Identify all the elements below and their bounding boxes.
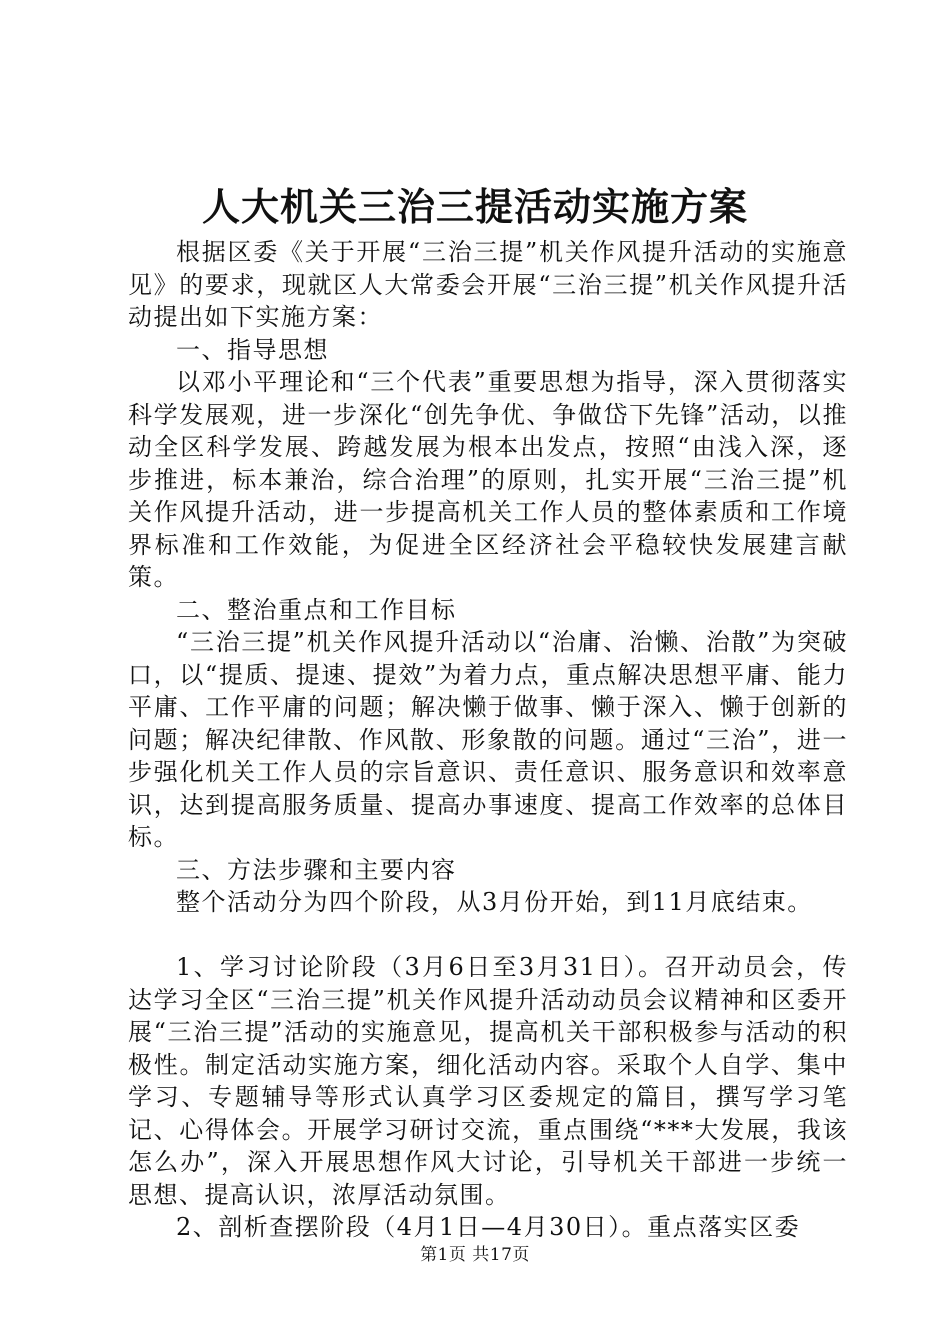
guiding-ideology-paragraph: 以邓小平理论和“三个代表”重要思想为指导，深入贯彻落实科学发展观，进一步深化“创先争优、争做岱下先锋”活动，以推动全区科学发展、跨越发展为根本出发点，按照“由浅入深，逐步推进，标本兼治，综合治理”的原则，扎实开展“三治三提”机关作风提升活动，进一步提高机关工作人员的整体素质和工作境界标准和工作效能，为促进全区经济社会平稳较快发展建言献策。	[128, 368, 848, 591]
section-heading-methods: 三、方法步骤和主要内容	[176, 855, 457, 884]
stage-1-paragraph: 1、学习讨论阶段（3月6日至3月31日）。召开动员会，传达学习全区“三治三提”机关作风提升活动动员会议精神和区委开展“三治三提”活动的实施意见，提高机关干部积极参与活动的积极性。制定活动实施方案，细化活动内容。采取个人自学、集中学习、专题辅导等形式认真学习区委规定的篇目，撰写学习笔记、心得体会。开展学习研讨交流，重点围绕“***大发展，我该怎么办”，深入开展思想作风大讨论，引导机关干部进一步统一思想、提高认识，浓厚活动氛围。	[128, 953, 848, 1209]
stage-2-paragraph: 2、剖析查摆阶段（4月1日—4月30日）。重点落实区委	[176, 1213, 801, 1241]
intro-paragraph: 根据区委《关于开展“三治三提”机关作风提升活动的实施意见》的要求，现就区人大常委会开展“三治三提”机关作风提升活动提出如下实施方案：	[128, 238, 848, 331]
section-heading-key-goals: 二、整治重点和工作目标	[176, 595, 457, 624]
methods-summary-paragraph: 整个活动分为四个阶段，从3月份开始，到11月底结束。	[176, 888, 813, 916]
page-footer: 第1页 共17页	[420, 1245, 530, 1265]
document-title: 人大机关三治三提活动实施方案	[201, 184, 748, 229]
blank-line	[128, 919, 848, 952]
section-heading-guiding-ideology: 一、指导思想	[176, 335, 329, 364]
key-goals-paragraph: “三治三提”机关作风提升活动以“治庸、治懒、治散”为突破口，以“提质、提速、提效”为着力点，重点解决思想平庸、能力平庸、工作平庸的问题；解决懒于做事、懒于深入、懒于创新的问题；解决纪律散、作风散、形象散的问题。通过“三治”，进一步强化机关工作人员的宗旨意识、责任意识、服务意识和效率意识，达到提高服务质量、提高办事速度、提高工作效率的总体目标。	[128, 628, 848, 851]
document-body	[128, 236, 848, 1244]
